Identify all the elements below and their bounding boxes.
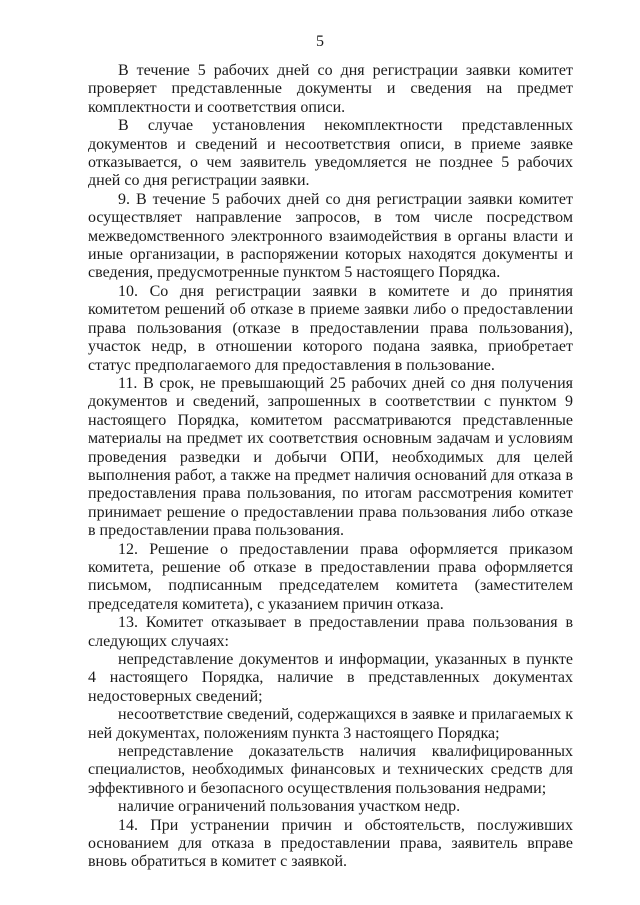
document-body bbox=[88, 62, 573, 872]
paragraph-item-13: 13. Комитет отказывает в предоставлении права пользования в следующих случаях: bbox=[88, 614, 573, 650]
page-number: 5 bbox=[316, 33, 324, 50]
paragraph-item-12: 12. Решение о предоставлении права оформляется приказом комитета, решение об отказе в предоставлении права оформляется письмом, подписанным председателем комитета (заместителем председателя комитета), с указанием причин отказа. bbox=[88, 540, 573, 613]
paragraph-item-10: 10. Со дня регистрации заявки в комитете и до принятия комитетом решений об отказе в приеме заявки либо о предоставлении права пользования (отказе в предоставлении права пользования), участок недр, в отношении которого подана заявка, приобретает статус предполагаемого для предоставления в пользование. bbox=[88, 282, 573, 374]
refusal-reason: наличие ограничений пользования участком недр. bbox=[118, 798, 461, 816]
paragraph: В случае установления некомплектности представленных документов и сведений и несоответствия описи, в приеме заявке отказывается, о чем заявитель уведомляется не позднее 5 рабочих дней со дня регистрации заявки. bbox=[88, 117, 573, 190]
refusal-reason: непредставление документов и информации, указанных в пункте 4 настоящего Порядка, наличие в представленных документах недостоверных сведений; bbox=[88, 651, 573, 705]
paragraph-item-14: 14. При устранении причин и обстоятельств, послуживших основанием для отказа в предоставлении права, заявитель вправе вновь обратиться в комитет с заявкой. bbox=[88, 816, 573, 871]
paragraph: В течение 5 рабочих дней со дня регистрации заявки комитет проверяет представленные документы и сведения на предмет комплектности и соответствия описи. bbox=[88, 62, 573, 116]
paragraph-item-9: 9. В течение 5 рабочих дней со дня регистрации заявки комитет осуществляет направление запросов, в том числе посредством межведомственного электронного взаимодействия в органы власти и иные организации, в распоряжении которых находятся документы и сведения, предусмотренные пунктом 5 настоящего Порядка. bbox=[88, 190, 573, 282]
paragraph-item-11: 11. В срок, не превышающий 25 рабочих дней со дня получения документов и сведений, запрошенных в соответствии с пунктом 9 настоящего Порядка, комитетом рассматриваются представленные материалы на предмет их соответствия основным задачам и условиям проведения разведки и добычи ОПИ, необходимых для целей выполнения работ, а также на предмет наличия оснований для отказа в предоставления права пользования, по итогам рассмотрения комитет принимает решение о предоставлении права пользования либо отказе в предоставлении права пользования. bbox=[88, 374, 573, 540]
refusal-reason: несоответствие сведений, содержащихся в заявке и прилагаемых к ней документах, положениям пункта 3 настоящего Порядка; bbox=[88, 706, 573, 742]
refusal-reason: непредставление доказательств наличия квалифицированных специалистов, необходимых финансовых и технических средств для эффективного и безопасного осуществления пользования недрами; bbox=[88, 743, 573, 797]
